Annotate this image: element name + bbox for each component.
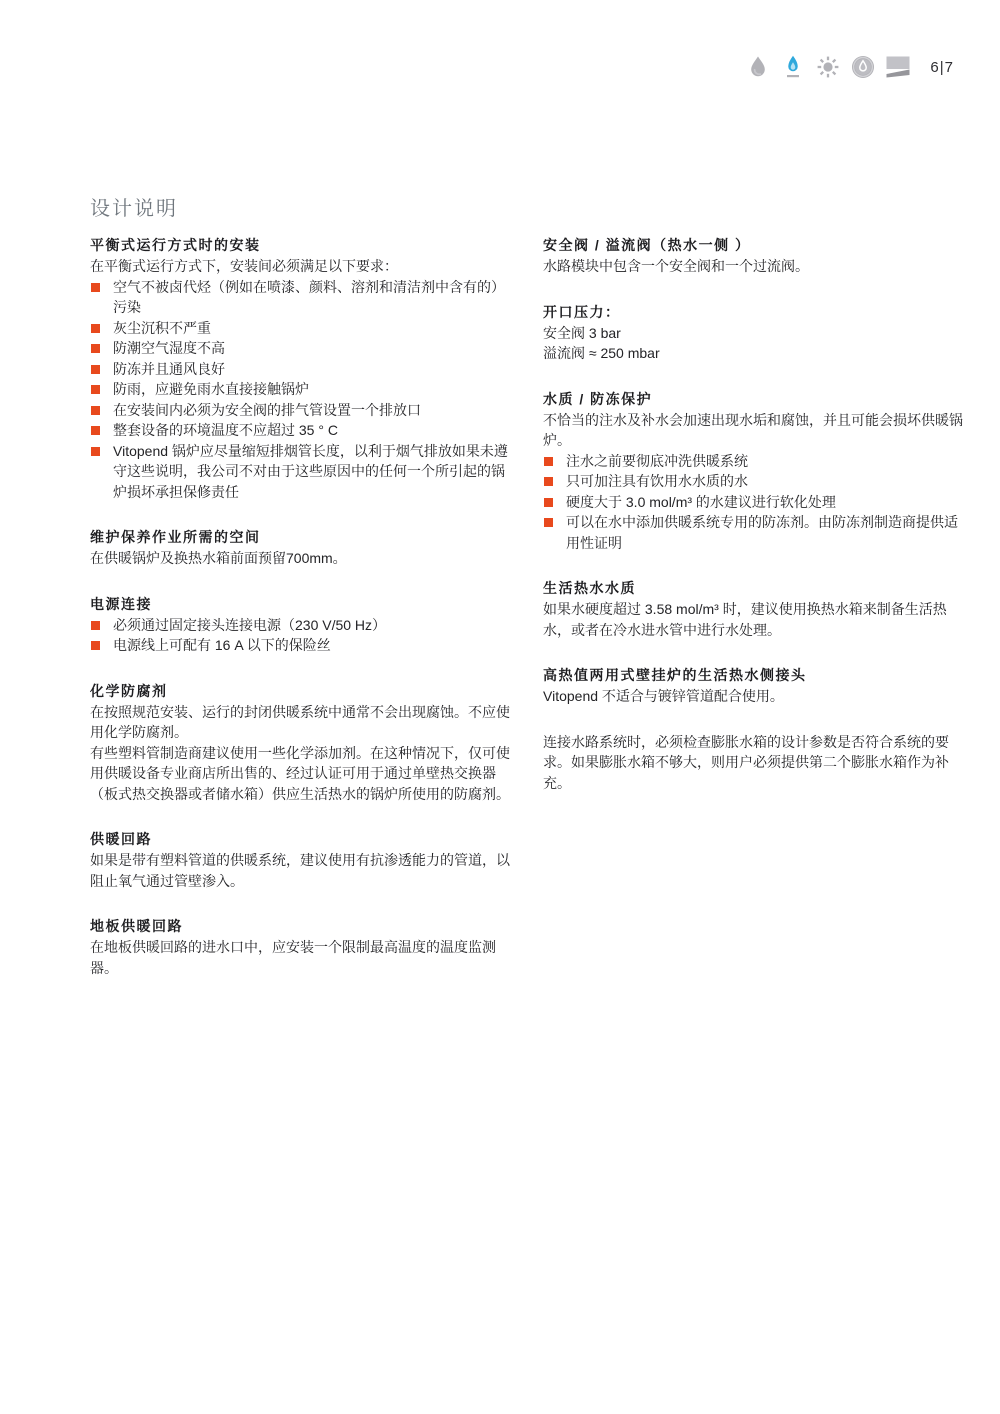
bullet-marker (91, 365, 100, 374)
gas-flame-icon (780, 54, 806, 80)
bullet-marker (91, 283, 100, 292)
section-paragraph: 安全阀 3 bar (543, 324, 621, 341)
section-paragraph: 不恰当的注水及补水会加速出现水垢和腐蚀，并且可能会损坏供暖锅炉。 (543, 411, 963, 448)
list-item (543, 451, 970, 472)
section-power-connection (90, 594, 517, 656)
list-item (543, 471, 970, 492)
content-area (90, 197, 970, 978)
bullet-marker (544, 477, 553, 486)
bullet-marker (91, 641, 100, 650)
list-item-text: 空气不被卤代烃（例如在喷漆、颜料、溶剂和清洁剂中含有的）污染 (113, 278, 505, 315)
list-item (90, 277, 517, 318)
section-heading: 高热值两用式壁挂炉的生活热水侧接头 (543, 667, 807, 683)
section-dhw-quality (543, 578, 970, 640)
bullet-marker (91, 621, 100, 630)
section-safety-valve (543, 235, 970, 277)
section-heading: 供暖回路 (90, 831, 152, 847)
bullet-marker (544, 518, 553, 527)
list-item-text: 防冻并且通风良好 (113, 360, 225, 377)
section-heading: 开口压力： (543, 303, 621, 320)
list-item-text: 必须通过固定接头连接电源（230 V/50 Hz） (113, 616, 387, 633)
section-intro: 在平衡式运行方式下，安装间必须满足以下要求： (90, 258, 398, 274)
section-heading: 电源连接 (90, 595, 152, 612)
section-balanced-flue-installation (90, 235, 517, 502)
list-item-text: 可以在水中添加供暖系统专用的防冻剂。由防冻剂制造商提供适用性证明 (566, 514, 958, 551)
solid-fuel-icon (885, 54, 911, 80)
section-maintenance-clearance (90, 527, 517, 569)
section-paragraph: 溢流阀 ≈ 250 mbar (543, 345, 660, 361)
section-heading: 维护保养作业所需的空间 (90, 529, 261, 545)
section-paragraph: Vitopend 不适合与镀锌管道配合使用。 (543, 688, 784, 704)
bullet-marker (544, 498, 553, 507)
list-item-text: 硬度大于 3.0 mol/m³ 的水建议进行软化处理 (566, 493, 836, 510)
section-heading: 地板供暖回路 (90, 918, 183, 934)
list-item (90, 441, 517, 503)
list-item (90, 400, 517, 421)
list-item (90, 318, 517, 339)
list-item-text: 在安装间内必须为安全阀的排气管设置一个排放口 (113, 401, 421, 418)
list-item (90, 635, 517, 656)
list-item-text: 注水之前要彻底冲洗供暖系统 (566, 452, 748, 469)
section-expansion-vessel-note (543, 732, 970, 794)
list-item-text: 防雨，应避免雨水直接接触锅炉 (113, 381, 309, 397)
bullet-marker (91, 344, 100, 353)
left-column (90, 235, 517, 978)
section-opening-pressure (543, 302, 970, 364)
section-water-quality-frost-protection (543, 389, 970, 554)
page-number: 6|7 (930, 58, 954, 76)
water-quality-list (543, 451, 970, 554)
section-paragraph: 水路模块中包含一个安全阀和一个过流阀。 (543, 258, 809, 274)
list-item-text: 电源线上可配有 16 A 以下的保险丝 (113, 637, 331, 653)
section-paragraph: 在供暖锅炉及换热水箱前面预留700mm。 (90, 550, 347, 566)
list-item-text: Vitopend 锅炉应尽量缩短排烟管长度，以利于烟气排放如果未遵守这些说明，我公司不对由于这些原因中的任何一个所引起的锅炉损坏承担保修责任 (113, 442, 508, 500)
list-item (90, 359, 517, 380)
bullet-marker (91, 385, 100, 394)
section-chemical-inhibitors (90, 681, 517, 805)
bullet-marker (91, 324, 100, 333)
water-drop-icon (745, 54, 771, 80)
section-heading: 化学防腐剂 (90, 682, 168, 699)
list-item (90, 338, 517, 359)
section-dhw-side-connection (543, 665, 970, 707)
list-item (90, 379, 517, 400)
section-heading: 生活热水水质 (543, 580, 636, 596)
list-item-text: 防潮空气湿度不高 (113, 340, 225, 356)
power-list (90, 615, 517, 656)
list-item-text: 整套设备的环境温度不应超过 35 ° C (113, 422, 338, 438)
bullet-marker (91, 426, 100, 435)
section-paragraph: 连接水路系统时，必须检查膨胀水箱的设计参数是否符合系统的要求。如果膨胀水箱不够大，则用户必须提供第二个膨胀水箱作为补充。 (543, 733, 949, 791)
section-heading: 平衡式运行方式时的安装 (90, 237, 261, 253)
list-item (543, 492, 970, 513)
list-item-text: 灰尘沉积不严重 (113, 319, 211, 336)
section-heading: 安全阀 / 溢流阀（热水一侧 ） (543, 237, 751, 253)
sun-icon (815, 54, 841, 80)
list-item (90, 615, 517, 636)
bullet-marker (91, 406, 100, 415)
list-item (543, 512, 970, 553)
requirements-list (90, 277, 517, 503)
list-item-text: 只可加注具有饮用水水质的水 (566, 473, 748, 489)
section-underfloor-heating-circuit (90, 916, 517, 978)
bullet-marker (544, 457, 553, 466)
page-title: 设计说明 (90, 198, 178, 220)
section-paragraph: 如果是带有塑料管道的供暖系统，建议使用有抗渗透能力的管道，以阻止氧气通过管壁渗入。 (90, 852, 510, 889)
section-paragraph: 在按照规范安装、运行的封闭供暖系统中通常不会出现腐蚀。不应使用化学防腐剂。 (90, 703, 510, 740)
section-heading: 水质 / 防冻保护 (543, 390, 653, 407)
list-item (90, 420, 517, 441)
bullet-marker (91, 447, 100, 456)
section-paragraph: 有些塑料管制造商建议使用一些化学添加剂。在这种情况下，仅可使用供暖设备专业商店所出售的、经过认证可用于通过单壁热交换器（板式热交换器或者储水箱）供应生活热水的锅炉所使用的防腐剂。 (90, 744, 510, 802)
section-paragraph: 如果水硬度超过 3.58 mol/m³ 时，建议使用换热水箱来制备生活热水，或者在冷水进水管中进行水处理。 (543, 601, 947, 638)
section-paragraph: 在地板供暖回路的进水口中，应安装一个限制最高温度的温度监测器。 (90, 939, 496, 976)
burner-flame-icon (850, 54, 876, 80)
page-header (745, 54, 954, 80)
right-column (543, 235, 970, 793)
section-heating-circuit (90, 829, 517, 891)
